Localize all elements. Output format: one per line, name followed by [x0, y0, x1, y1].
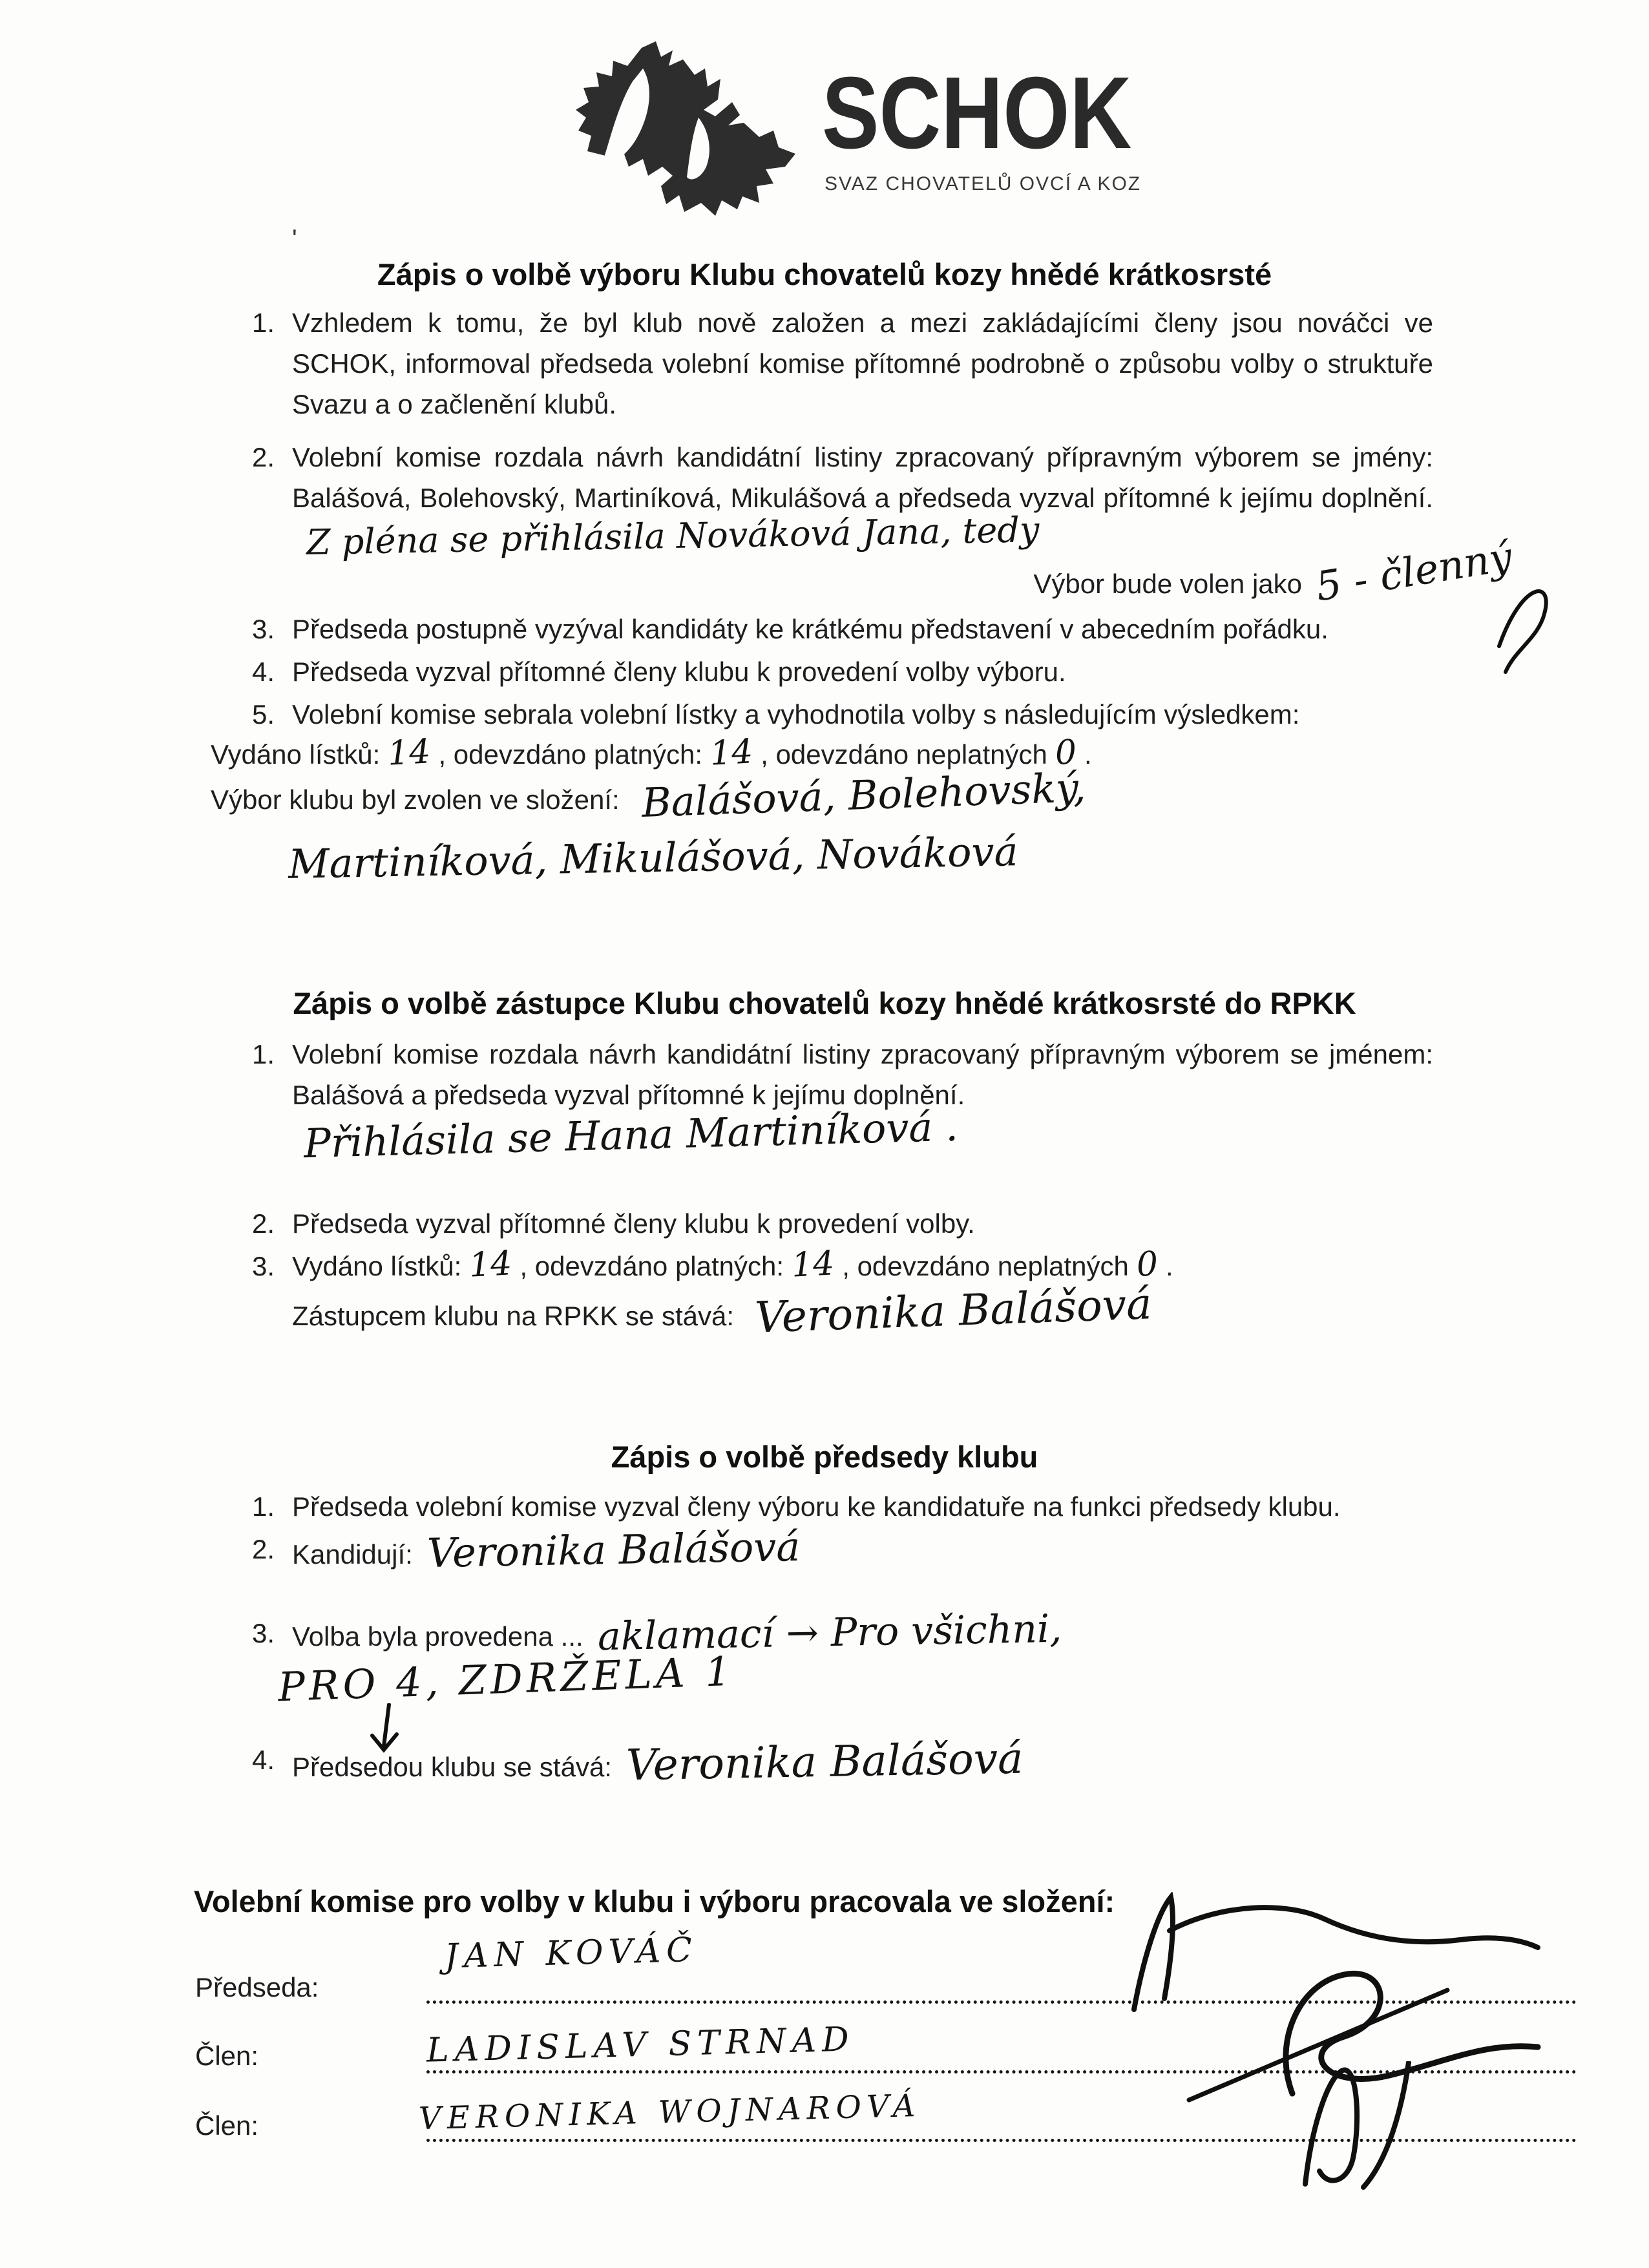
elected-label: Výbor klubu byl zvolen ve složení:	[211, 784, 620, 815]
item-text-print: Předsedou klubu se stává:	[292, 1752, 612, 1782]
committee-member-name: JAN KOVÁČ	[444, 1930, 698, 1977]
rpkk-handwritten-addition: Přihlásila se Hana Martiníková .	[303, 1102, 959, 1168]
elected-block	[211, 764, 1632, 888]
committee-member-name: VERONIKA WOJNAROVÁ	[418, 2087, 921, 2137]
list-item	[252, 1246, 1609, 1286]
item-text: Předseda vyzval přítomné členy klubu k provedení volby výboru.	[292, 656, 1066, 687]
list-item	[252, 1606, 1609, 1660]
volen-handwriting: 5 - členný	[1312, 532, 1515, 611]
item-text	[292, 1733, 1609, 1790]
item-text	[292, 1522, 1609, 1577]
item-number: 2.	[252, 1208, 275, 1239]
representative-block	[292, 1279, 1584, 1343]
item-number: 1.	[252, 1491, 275, 1522]
handwritten-addition: Z pléna se přihlásila Nováková Jana, tedy	[306, 509, 1040, 563]
item-number: 3.	[252, 1618, 275, 1648]
section2-title: Zápis o volbě zástupce Klubu chovatelů kozy hnědé krátkosrsté do RPKK	[293, 986, 1356, 1021]
committee-role-label: Člen:	[195, 2041, 259, 2071]
committee-member-name: LADISLAV STRNAD	[426, 2020, 856, 2070]
schok-logo-mark	[546, 40, 817, 221]
ballots-label: Vydáno lístků:	[292, 1251, 462, 1281]
ballots-period: .	[1166, 1251, 1173, 1281]
item-text: Volební komise sebrala volební lístky a vyhodnotila volby s následujícím výsledkem:	[292, 699, 1300, 730]
item-number: 4.	[252, 656, 275, 687]
item-text: Volební komise rozdala návrh kandidátní listiny zpracovaný přípravným výborem se jménem: Balášová a předseda vyzval přítomné k jejímu doplnění.	[292, 1039, 1433, 1110]
pen-flourish	[1486, 569, 1564, 678]
candidates-handwriting: Veronika Balášová	[426, 1522, 801, 1577]
section3-title: Zápis o volbě předsedy klubu	[611, 1440, 1038, 1475]
committee-heading: Volební komise pro volby v klubu i výboru pracovala ve složení:	[194, 1884, 1115, 1919]
ballots-count-invalid: 0	[1054, 733, 1078, 773]
elected-handwriting-line2: Martiníková, Mikulášová, Nováková	[288, 828, 1019, 888]
item-number: 4.	[252, 1745, 275, 1775]
logo-text: SCHOK	[822, 56, 1132, 170]
ballots-label: , odevzdáno neplatných	[761, 739, 1047, 770]
ballots-label: , odevzdáno platných:	[520, 1251, 784, 1281]
committee-role-label: Člen:	[195, 2110, 259, 2141]
list-item	[252, 437, 1433, 563]
list-item	[252, 694, 1433, 735]
list-item	[252, 651, 1433, 692]
list-item	[252, 1034, 1433, 1115]
vote-result-handwriting: PRO 4, ZDRŽELA 1	[277, 1647, 735, 1711]
item-number: 3.	[252, 1251, 275, 1281]
volen-label: Výbor bude volen jako	[1033, 569, 1302, 599]
item-number: 1.	[252, 308, 275, 338]
logo-tagline: SVAZ CHOVATELŮ OVCÍ A KOZ	[824, 173, 1142, 194]
list-item	[252, 1486, 1433, 1527]
item-number: 2.	[252, 442, 275, 472]
list-item	[252, 1522, 1609, 1577]
committee-role-label: Předseda:	[195, 1972, 319, 2002]
ballots-count-issued: 14	[386, 732, 432, 773]
item-number: 5.	[252, 699, 275, 730]
representative-handwriting: Veronika Balášová	[754, 1279, 1153, 1343]
list-item	[252, 609, 1433, 649]
ballots-count-valid: 14	[790, 1244, 835, 1285]
ballots-label: , odevzdáno neplatných	[842, 1251, 1129, 1281]
list-item	[252, 1203, 1433, 1244]
representative-label: Zástupcem klubu na RPKK se stává:	[292, 1301, 734, 1331]
list-item	[252, 302, 1433, 425]
item-text	[292, 437, 1433, 563]
signature-squiggle	[1266, 2061, 1499, 2190]
ballots-period: .	[1084, 739, 1092, 770]
item-number: 1.	[252, 1039, 275, 1069]
ballots-line	[211, 734, 1568, 775]
ballots-count-invalid: 0	[1135, 1244, 1159, 1285]
section1-title: Zápis o volbě výboru Klubu chovatelů kozy hnědé krátkosrsté	[377, 257, 1272, 292]
chairman-handwriting: Veronika Balášová	[625, 1733, 1024, 1790]
item-text-print: Volba byla provedena ...	[292, 1621, 583, 1652]
item-text-print: Kandidují:	[292, 1539, 413, 1570]
stray-pen-mark: '	[292, 225, 297, 253]
item-number: 3.	[252, 614, 275, 644]
item-text	[292, 1606, 1609, 1660]
elected-handwriting-line1: Balášová, Bolehovský,	[641, 764, 1087, 826]
ballots-count-valid: 14	[709, 732, 754, 773]
ballots-label: , odevzdáno platných:	[438, 739, 703, 770]
ballots-label: Vydáno lístků:	[211, 739, 381, 770]
ballots-count-issued: 14	[468, 1244, 513, 1285]
item-text: Předseda volební komise vyzval členy výboru ke kandidatuře na funkci předsedy klubu.	[292, 1491, 1341, 1522]
item-text-print: Volební komise rozdala návrh kandidátní listiny zpracovaný přípravným výborem se jmény: Balášová, Bolehovský, Martiníková, Mikulášová a předseda vyzval přítomné k jejímu doplnění.	[292, 442, 1433, 513]
item-text: Předseda postupně vyzýval kandidáty ke krátkému představení v abecedním pořádku.	[292, 614, 1329, 644]
ballots-line	[292, 1246, 1609, 1286]
item-number: 2.	[252, 1534, 275, 1564]
item-text: Vzhledem k tomu, že byl klub nově založen a mezi zakládajícími členy jsou nováčci ve SCHOK, informoval předseda volební komise přítomné podrobně o způsobu volby o struktuře Svazu a o začlenění klubů.	[292, 308, 1433, 419]
vote-method-handwriting: aklamací → Pro všichni,	[597, 1606, 1062, 1660]
list-item	[252, 1733, 1609, 1790]
item-text: Předseda vyzval přítomné členy klubu k provedení volby.	[292, 1208, 975, 1239]
